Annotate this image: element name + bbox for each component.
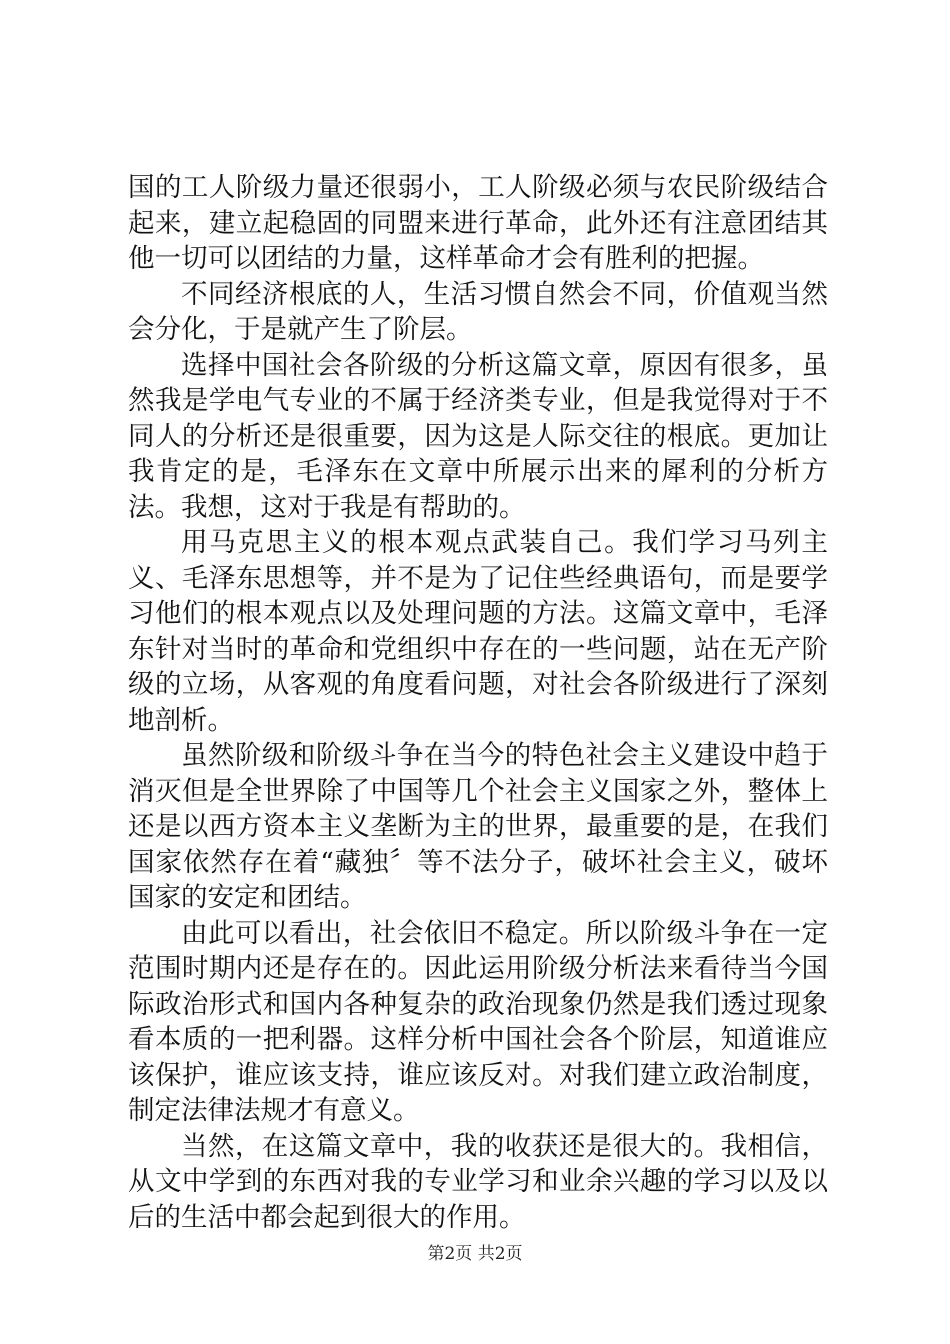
paragraph: 虽然阶级和阶级斗争在当今的特色社会主义建设中趋于消灭但是全世界除了中国等几个社会主义国家之外，整体上还是以西方资本主义垄断为主的世界，最重要的是，在我们国家依然存在着“藏独〞等不法分子，破坏社会主义，破坏国家的安定和团结。	[128, 740, 828, 913]
paragraph: 当然，在这篇文章中，我的收获还是很大的。我相信，从文中学到的东西对我的专业学习和业余兴趣的学习以及以后的生活中都会起到很大的作用。	[128, 1130, 828, 1233]
paragraph: 用马克思主义的根本观点武装自己。我们学习马列主义、毛泽东思想等，并不是为了记住些经典语句，而是要学习他们的根本观点以及处理问题的方法。这篇文章中，毛泽东针对当时的革命和党组织中存在的一些问题，站在无产阶级的立场，从客观的角度看问题，对社会各阶级进行了深刻地剖析。	[128, 527, 828, 736]
paragraph: 不同经济根底的人，生活习惯自然会不同，价值观当然会分化，于是就产生了阶层。	[128, 278, 828, 345]
document-body	[128, 170, 828, 1235]
paragraph: 由此可以看出，社会依旧不稳定。所以阶级斗争在一定范围时期内还是存在的。因此运用阶级分析法来看待当今国际政治形式和国内各种复杂的政治现象仍然是我们透过现象看本质的一把利器。这样分析中国社会各个阶层，知道谁应该保护，谁应该支持，谁应该反对。对我们建立政治制度，制定法律法规才有意义。	[128, 917, 828, 1126]
paragraph: 选择中国社会各阶级的分析这篇文章，原因有很多，虽然我是学电气专业的不属于经济类专业，但是我觉得对于不同人的分析还是很重要，因为这是人际交往的根底。更加让我肯定的是，毛泽东在文章中所展示出来的犀利的分析方法。我想，这对于我是有帮助的。	[128, 349, 828, 523]
page-number-footer: 第2页 共2页	[427, 1244, 523, 1264]
paragraph-continuation: 国的工人阶级力量还很弱小，工人阶级必须与农民阶级结合起来，建立起稳固的同盟来进行革命，此外还有注意团结其他一切可以团结的力量，这样革命才会有胜利的把握。	[128, 172, 828, 274]
